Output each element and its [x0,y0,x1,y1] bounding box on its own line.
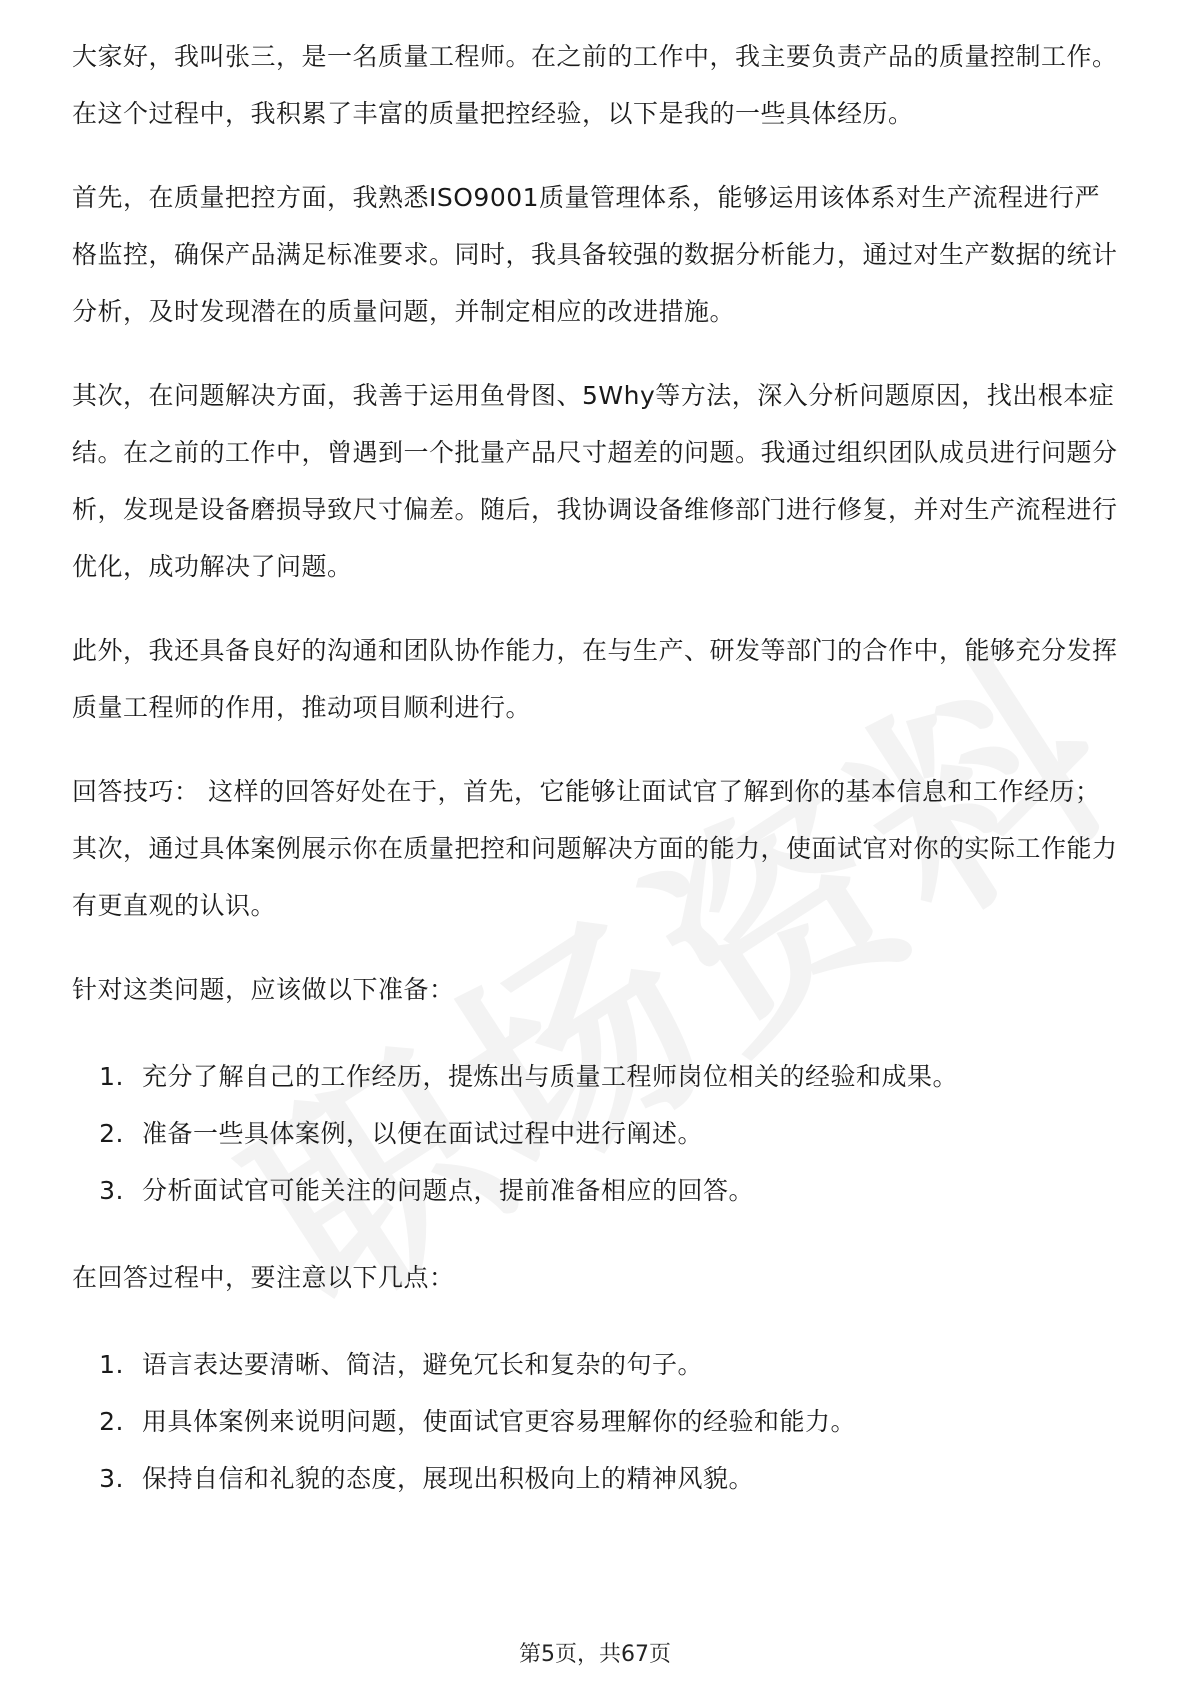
notes-list [72,1336,1122,1507]
paragraph-answer-tips: 回答技巧： 这样的回答好处在于，首先，它能够让面试官了解到你的基本信息和工作经历；其次，通过具体案例展示你在质量把控和问题解决方面的能力，使面试官对你的实际工作能力有更直观的认识。 [72,777,1118,920]
list-item-number: 3. [99,1176,124,1205]
list-item-text: 用具体案例来说明问题，使面试官更容易理解你的经验和能力。 [142,1407,857,1436]
list-item-number: 1. [99,1350,124,1379]
prep-list [72,1048,1122,1219]
paragraph-quality-control: 首先，在质量把控方面，我熟悉ISO9001质量管理体系，能够运用该体系对生产流程进行严格监控，确保产品满足标准要求。同时，我具备较强的数据分析能力，通过对生产数据的统计分析，及时发现潜在的质量问题，并制定相应的改进措施。 [72,183,1118,326]
list-item-number: 2. [99,1407,124,1436]
notes-intro: 在回答过程中，要注意以下几点： [72,1263,455,1292]
list-item-text: 保持自信和礼貌的态度，展现出积极向上的精神风貌。 [142,1464,755,1493]
paragraph-problem-solving: 其次，在问题解决方面，我善于运用鱼骨图、5Why等方法，深入分析问题原因，找出根本症结。在之前的工作中，曾遇到一个批量产品尺寸超差的问题。我通过组织团队成员进行问题分析，发现是设备磨损导致尺寸偏差。随后，我协调设备维修部门进行修复，并对生产流程进行优化，成功解决了问题。 [72,381,1118,581]
list-item [72,1336,1122,1393]
list-item [72,1450,1122,1507]
list-item-text: 充分了解自己的工作经历，提炼出与质量工程师岗位相关的经验和成果。 [142,1062,959,1091]
list-item [72,1105,1122,1162]
list-item-number: 1. [99,1062,124,1091]
list-item-text: 语言表达要清晰、简洁，避免冗长和复杂的句子。 [142,1350,704,1379]
page-number: 第5页，共67页 [519,1642,671,1667]
paragraph-intro: 大家好，我叫张三，是一名质量工程师。在之前的工作中，我主要负责产品的质量控制工作。在这个过程中，我积累了丰富的质量把控经验，以下是我的一些具体经历。 [72,42,1118,128]
list-item [72,1162,1122,1219]
list-item [72,1048,1122,1105]
list-item-number: 2. [99,1119,124,1148]
list-item [72,1393,1122,1450]
prep-intro: 针对这类问题，应该做以下准备： [72,975,455,1004]
list-item-text: 准备一些具体案例，以便在面试过程中进行阐述。 [142,1119,704,1148]
list-item-text: 分析面试官可能关注的问题点，提前准备相应的回答。 [142,1176,755,1205]
paragraph-teamwork: 此外，我还具备良好的沟通和团队协作能力，在与生产、研发等部门的合作中，能够充分发挥质量工程师的作用，推动项目顺利进行。 [72,636,1118,722]
list-item-number: 3. [99,1464,124,1493]
document-content [72,28,1122,1537]
